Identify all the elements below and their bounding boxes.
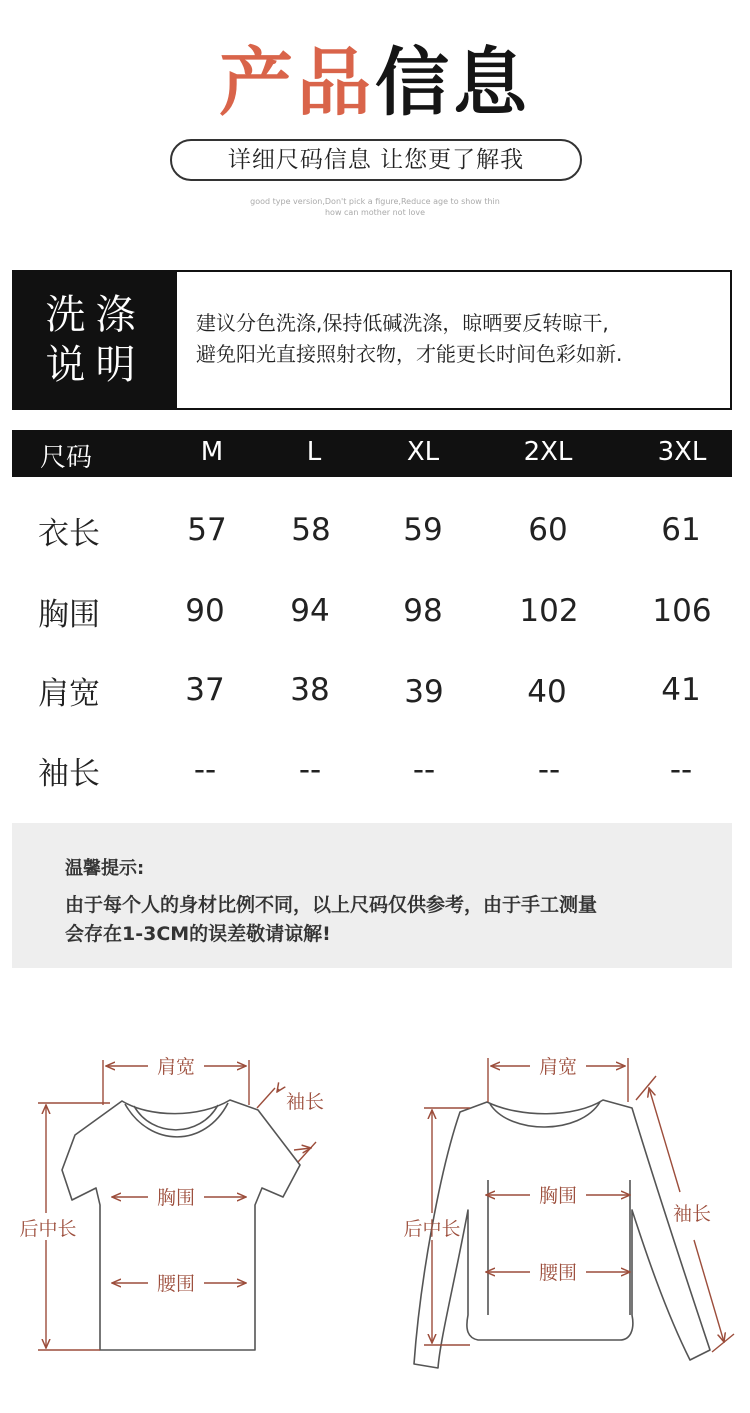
longsleeve-sleeve-label: 袖长	[672, 1203, 712, 1225]
table-cell: 98	[403, 593, 443, 629]
row-label: 袖长	[38, 756, 100, 792]
table-cell: 37	[185, 672, 225, 708]
size-2xl: 2XL	[523, 437, 573, 467]
tip-text-line1: 由于每个人的身材比例不同，以上尺码仅供参考，由于手工测量	[65, 894, 598, 916]
tshirt-outline	[62, 1100, 300, 1350]
wash-instructions-box	[12, 270, 732, 410]
table-cell: 38	[290, 672, 330, 708]
tshirt-sleeve-label: 袖长	[285, 1091, 325, 1113]
table-cell: --	[537, 752, 561, 788]
wash-heading-line1: 洗涤	[45, 292, 146, 338]
tshirt-shoulder-label: 肩宽	[156, 1056, 196, 1078]
table-cell: 59	[403, 512, 443, 548]
wash-text-line1: 建议分色洗涤,保持低碱洗涤，晾晒要反转晾干,	[196, 311, 609, 335]
table-cell: 40	[527, 674, 567, 710]
size-header-label: 尺码	[40, 443, 93, 473]
table-cell: 90	[185, 593, 225, 629]
table-cell: 61	[661, 512, 701, 548]
measurement-diagram	[0, 1030, 750, 1413]
tshirt-length-label: 后中长	[19, 1218, 77, 1240]
tshirt-waist-label: 腰围	[156, 1273, 196, 1295]
wash-heading-line2: 说明	[45, 342, 146, 388]
longsleeve-shoulder-label: 肩宽	[538, 1056, 578, 1078]
table-cell: --	[298, 752, 322, 788]
row-label: 胸围	[38, 597, 100, 633]
size-table-header	[12, 430, 732, 477]
tip-title: 温馨提示:	[65, 858, 145, 879]
table-cell: 60	[528, 512, 568, 548]
row-label: 衣长	[38, 516, 100, 552]
row-label: 肩宽	[38, 676, 100, 712]
table-cell: 57	[187, 512, 227, 548]
table-cell: --	[412, 752, 436, 788]
size-3xl: 3XL	[657, 437, 707, 467]
tagline-line1: good type version,Don't pick a figure,Reduce age to show thin	[250, 197, 500, 206]
size-l: L	[306, 437, 322, 467]
longsleeve-length-label: 后中长	[403, 1218, 461, 1240]
wash-text-line2: 避免阳光直接照射衣物，才能更长时间色彩如新.	[196, 342, 623, 366]
table-cell: 106	[652, 593, 712, 629]
table-cell: 41	[661, 672, 701, 708]
table-cell: 102	[519, 593, 579, 629]
subtitle-pill: 详细尺码信息 让您更了解我	[170, 139, 582, 181]
wash-text	[196, 308, 726, 370]
table-cell: 94	[290, 593, 330, 629]
longsleeve-chest-label: 胸围	[538, 1185, 578, 1207]
table-cell: 39	[404, 674, 444, 710]
page-title	[0, 38, 750, 128]
table-cell: 58	[291, 512, 331, 548]
size-xl: XL	[406, 437, 440, 467]
tip-text-line2: 会存在1-3CM的误差敬请谅解!	[65, 923, 331, 945]
tagline	[0, 196, 750, 218]
size-m: M	[200, 437, 224, 467]
tip-box	[12, 823, 732, 968]
table-cell: --	[669, 752, 693, 788]
wash-heading	[14, 272, 177, 408]
title-red-part: 产品	[219, 40, 375, 126]
tshirt-chest-label: 胸围	[156, 1187, 196, 1209]
title-black-part: 信息	[375, 40, 531, 126]
tip-text	[65, 891, 597, 949]
longsleeve-waist-label: 腰围	[538, 1262, 578, 1284]
table-cell: --	[193, 752, 217, 788]
tagline-line2: how can mother not love	[324, 208, 426, 217]
